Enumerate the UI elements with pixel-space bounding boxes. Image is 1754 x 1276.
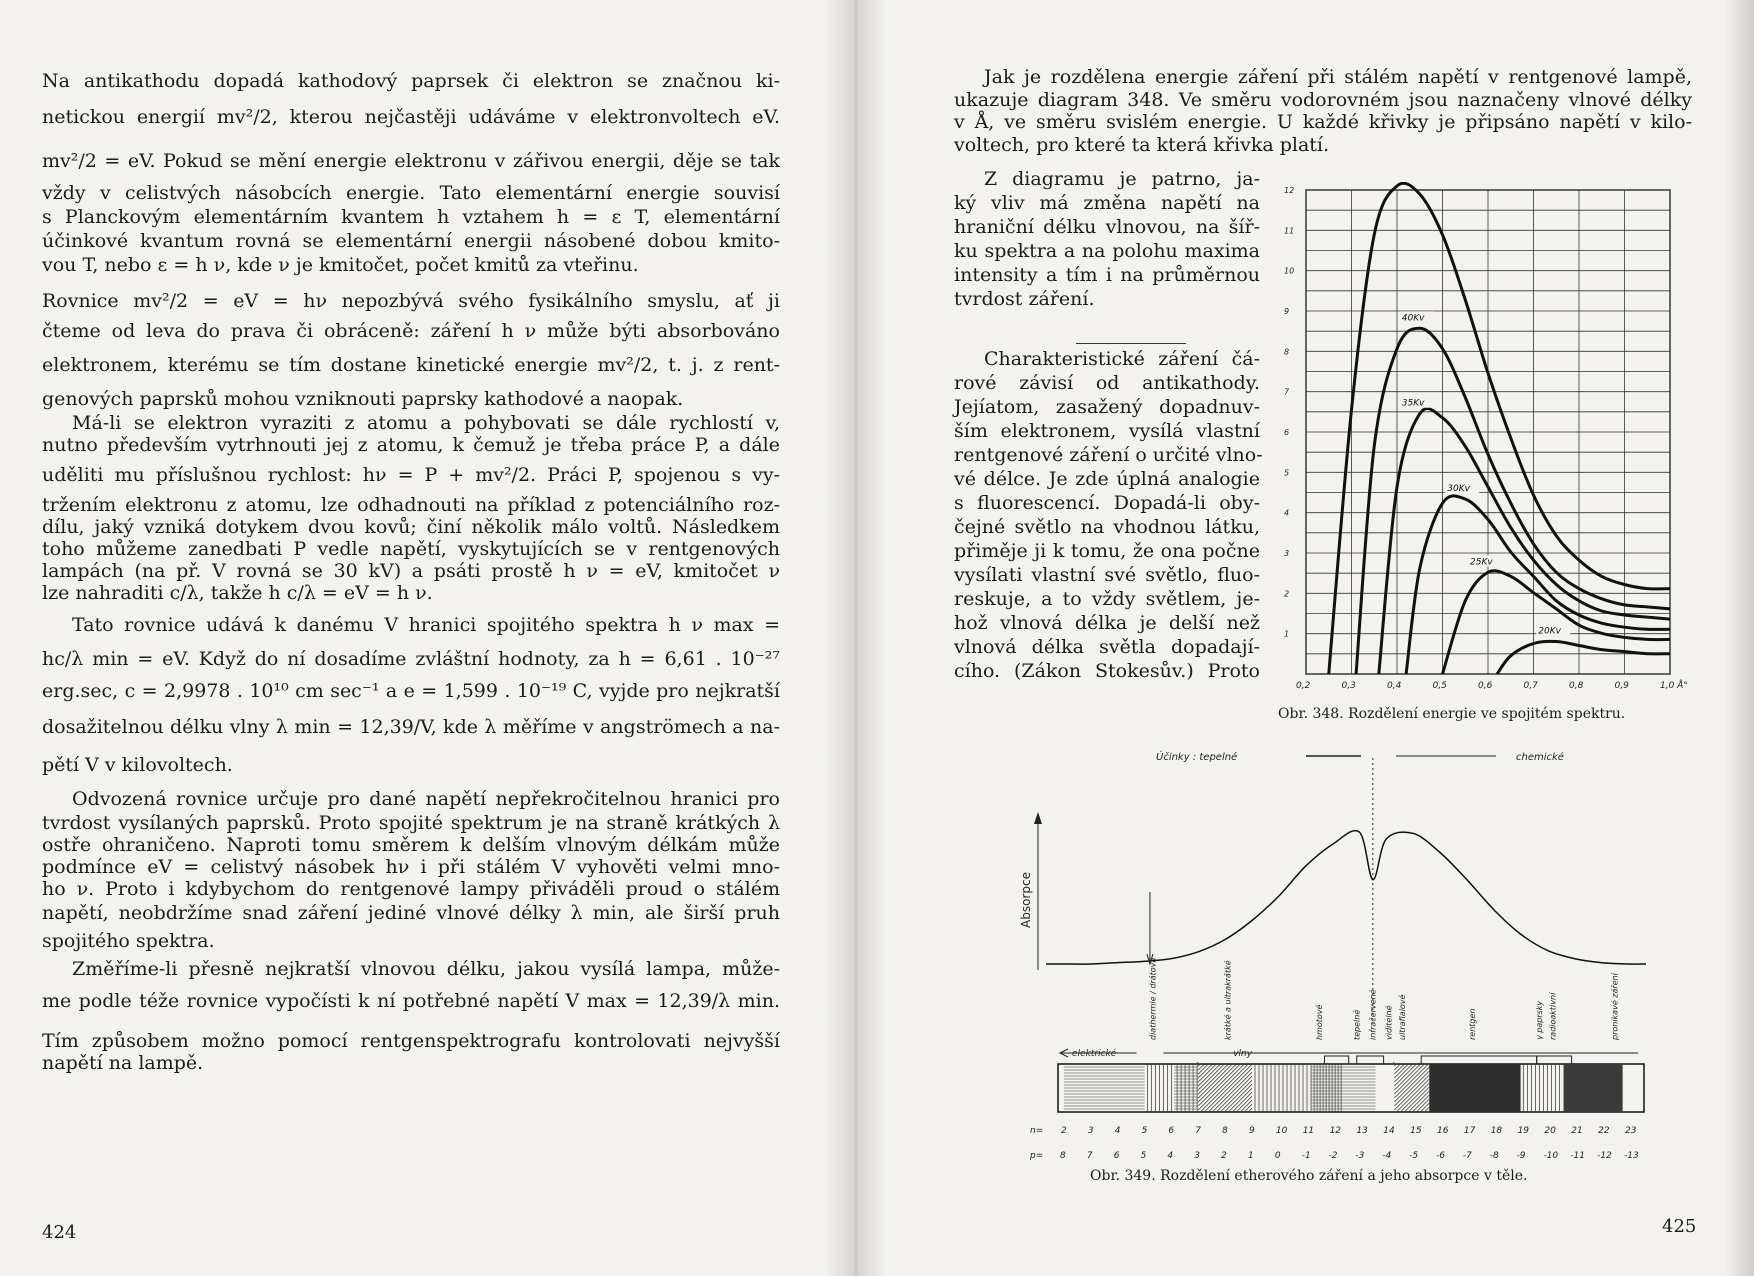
n-value: 12 — [1329, 1126, 1342, 1136]
p-value: -4 — [1382, 1151, 1392, 1161]
absorption-curve — [1046, 831, 1646, 965]
page-number-left: 424 — [42, 1222, 77, 1243]
x-tick-label: 0,5 — [1432, 681, 1447, 691]
text-line: čteme od leva do prava či obráceně: záření h ν může býti absorbováno — [42, 320, 780, 342]
curve-50Kv — [1329, 183, 1670, 674]
text-line: Změříme-li přesně nejkratší vlnovou délku, jakou vysílá lampa, může- — [72, 958, 780, 980]
n-value: 23 — [1625, 1126, 1637, 1136]
text-line: lze nahraditi c/λ, takže h c/λ = eV = h ν. — [42, 582, 433, 604]
text-line: v Å, ve směru svislém energie. U každé křivky je připsáno napětí v kilo- — [954, 111, 1692, 133]
text-line: ším elektronem, vysílá vlastní — [954, 420, 1260, 442]
text-line: napětí na lampě. — [42, 1052, 204, 1074]
n-value: 13 — [1356, 1126, 1368, 1136]
text-line: Charakteristické záření čá- — [984, 348, 1260, 370]
p-value: -1 — [1301, 1151, 1311, 1161]
n-value: 20 — [1544, 1126, 1556, 1136]
p-value: -3 — [1355, 1151, 1365, 1161]
text-line: uděliti mu příslušnou rychlost: hν = P + mv²/2. Práci P, spojenou s vy- — [42, 464, 780, 486]
text-line: vždy v celistvých násobcích energie. Tato elementární energie souvisí — [42, 182, 780, 204]
text-line: s fluorescencí. Dopadá-li oby- — [954, 492, 1260, 514]
curve-label-35Kv: 35Kv — [1401, 398, 1425, 409]
n-value: 17 — [1463, 1126, 1476, 1136]
text-line: Na antikathodu dopadá kathodový paprsek či elektron se značnou ki- — [42, 70, 780, 92]
y-axis-arrow — [1034, 812, 1042, 824]
text-line: dílu, jaký vzniká dotykem dvou kovů; činí několik málo voltů. Následkem — [42, 516, 780, 538]
page-number-right: 425 — [1662, 1216, 1697, 1237]
band-label: infračervené — [1368, 989, 1378, 1040]
text-line: genových paprsků mohou vzniknouti paprsky kathodové a naopak. — [42, 388, 684, 410]
n-value: 15 — [1410, 1126, 1422, 1136]
y-tick-label: 7 — [1284, 387, 1290, 397]
p-value: 4 — [1167, 1151, 1174, 1161]
text-line: ku spektra a na polohu maxima — [954, 240, 1260, 262]
n-value: 19 — [1517, 1126, 1530, 1136]
n-value: 16 — [1437, 1126, 1449, 1136]
band-label: pronikavé záření — [1610, 973, 1620, 1040]
y-tick-label: 9 — [1284, 307, 1290, 316]
band-label: diathermie / drátová — [1148, 957, 1158, 1040]
figure-349-chart — [976, 742, 1676, 1162]
p-value: 7 — [1086, 1151, 1093, 1161]
n-value: 3 — [1087, 1126, 1094, 1136]
y-tick-label: 5 — [1284, 468, 1290, 478]
y-tick-label: 2 — [1284, 589, 1290, 599]
fig349-content — [1019, 750, 1646, 1162]
p-value: -9 — [1516, 1151, 1526, 1161]
n-value: 11 — [1302, 1126, 1315, 1136]
text-line: cího. (Zákon Stokesův.) Proto — [954, 660, 1260, 682]
text-line: ký vliv má změna napětí na — [954, 192, 1260, 214]
band-label: hmotové — [1314, 1004, 1324, 1040]
text-line: Odvozená rovnice určuje pro dané napětí nepřekročitelnou hranici pro — [72, 788, 780, 810]
text-line: Jak je rozdělena energie záření při stálém napětí v rentgenové lampě, — [984, 66, 1692, 88]
curve-40Kv — [1356, 328, 1670, 674]
band-label-waves: vlny — [1233, 1049, 1253, 1059]
text-line: vé délce. Je zde úplná analogie — [954, 468, 1260, 490]
n-value: 6 — [1168, 1126, 1175, 1136]
curve-20Kv — [1497, 641, 1670, 674]
text-line: přiměje ji k tomu, že ona počne — [954, 540, 1260, 562]
text-line: tvrdost vysílaných paprsků. Proto spojité spektrum je na straně krátkých λ — [42, 812, 780, 834]
x-tick-label: 0,2 — [1296, 681, 1311, 691]
band-label: radioaktivní — [1548, 992, 1558, 1040]
text-line: me podle téže rovnice vypočísti k ní potřebné napětí V max = 12,39/λ min. — [42, 990, 780, 1012]
text-line: mv²/2 = eV. Pokud se mění energie elektronu v zářivou energii, děje se tak — [42, 150, 780, 172]
curve-label-20Kv: 20Kv — [1538, 626, 1561, 637]
p-value: -6 — [1436, 1151, 1445, 1161]
bracket — [1357, 1056, 1384, 1064]
text-line: účinkové kvantum rovná se elementární energii násobené dobou kmito- — [42, 230, 780, 252]
text-line: nutno především vytrhnouti jej z atomu, k čemuž je třeba práce P, a dále — [42, 434, 780, 456]
x-tick-label: 0,3 — [1341, 681, 1356, 691]
fig348-curves — [1329, 182, 1670, 674]
y-tick-label: 6 — [1284, 428, 1290, 437]
p-value: -12 — [1597, 1151, 1612, 1161]
x-tick-label: 1,0 Å° — [1660, 681, 1688, 691]
section-divider — [1076, 343, 1186, 344]
effects-label: Účinky : tepelné — [1156, 752, 1238, 763]
p-value: 6 — [1113, 1151, 1120, 1161]
text-line: erg.sec, c = 2,9978 . 10¹⁰ cm sec⁻¹ a e = 1,599 . 10⁻¹⁹ C, vyjde pro nejkratší — [42, 680, 780, 702]
p-value: -13 — [1624, 1151, 1639, 1161]
bracket — [1537, 1056, 1572, 1064]
text-line: čejné světlo na vhodnou látku, — [954, 516, 1260, 538]
segment-fill — [1564, 1064, 1623, 1112]
text-line: dosažitelnou délku vlny λ min = 12,39/V, kde λ měříme v angströmech a na- — [42, 716, 780, 738]
text-line: reskuje, a to vždy světlem, je- — [954, 588, 1260, 610]
text-line: Tato rovnice udává k danému V hranici spojitého spektra h ν max = — [72, 614, 780, 636]
text-line: rové závisí od antikathody. — [954, 372, 1260, 394]
curve-label-40Kv: 40Kv — [1401, 313, 1425, 324]
text-line: elektronem, kterému se tím dostane kinetické energie mv²/2, t. j. z rent- — [42, 354, 780, 376]
segment-fill — [1429, 1064, 1520, 1112]
n-value: 21 — [1571, 1126, 1583, 1136]
band-label: krátké a ultrakrátké — [1223, 960, 1233, 1040]
n-value: 7 — [1195, 1126, 1202, 1136]
p-value: 5 — [1140, 1151, 1147, 1161]
text-line: Má-li se elektron vyraziti z atomu a pohybovati se dále rychlostí v, — [72, 412, 780, 434]
text-line: Rovnice mv²/2 = eV = hν nepozbývá svého fysikálního smyslu, ať ji — [42, 290, 780, 312]
bracket — [1421, 1056, 1536, 1064]
page-edge — [1724, 0, 1754, 1276]
p-value: 1 — [1248, 1151, 1254, 1161]
x-tick-label: 0,6 — [1478, 681, 1493, 691]
text-line: Tím způsobem možno pomocí rentgenspektrografu kontrolovati nejvyšší — [42, 1030, 780, 1052]
n-value: 14 — [1383, 1126, 1395, 1136]
text-line: hc/λ min = eV. Když do ní dosadíme zvláštní hodnoty, za h = 6,61 . 10⁻²⁷ — [42, 648, 780, 670]
text-line: Jejíatom, zasažený dopadnuv- — [954, 396, 1260, 418]
n-value: 2 — [1061, 1126, 1067, 1136]
curve-label-25Kv: 25Kv — [1470, 557, 1493, 568]
text-line: hraniční délku vlnovou, na šíř- — [954, 216, 1260, 238]
x-tick-label: 0,7 — [1523, 681, 1538, 691]
text-line: hož vlnová délka je delší než — [954, 612, 1260, 634]
y-tick-label: 1 — [1284, 629, 1290, 639]
text-line: napětí, neobdržíme snad záření jediné vlnové délky λ min, ale širší pruh — [42, 902, 780, 924]
x-tick-label: 0,4 — [1387, 681, 1402, 691]
spectrum-segment — [1429, 1064, 1520, 1112]
text-line: s Planckovým elementárním kvantem h vztahem h = ε T, elementární — [42, 206, 780, 228]
n-value: 5 — [1141, 1126, 1148, 1136]
curve-35Kv — [1379, 408, 1670, 674]
p-value: -8 — [1489, 1151, 1499, 1161]
y-tick-label: 3 — [1284, 549, 1290, 558]
text-line: netickou energií mv²/2, kterou nejčastěji udáváme v elektronvoltech eV. — [42, 106, 780, 128]
text-line: ostře ohraničeno. Naproti tomu směrem k delším vlnovým délkám může — [42, 834, 780, 856]
text-line: voltech, pro které ta která křivka platí. — [954, 133, 1330, 156]
n-row-label: n= — [1030, 1126, 1044, 1136]
band-label: ultrafialové — [1398, 994, 1408, 1040]
figure-348-chart — [1270, 182, 1710, 702]
text-line: vlnová délka světla dopadají- — [954, 636, 1260, 658]
p-value: -2 — [1328, 1151, 1338, 1161]
p-value: -5 — [1409, 1151, 1419, 1161]
n-value: 8 — [1222, 1126, 1228, 1136]
band-label: γ paprsky — [1535, 1000, 1545, 1040]
band-label: viditelné — [1384, 1005, 1394, 1040]
n-value: 18 — [1490, 1126, 1503, 1136]
p-value: -7 — [1462, 1151, 1472, 1161]
p-value: 8 — [1060, 1151, 1066, 1161]
text-line: podmínce eV = celistvý násobek hν i při stálém V vyhověti velmi mno- — [42, 856, 780, 878]
text-line: toho můžeme zanedbati P vedle napětí, vyskytujících se v rentgenových — [42, 538, 780, 560]
text-line: tržením elektronu z atomu, lze odhadnouti na příklad z potenciálního roz- — [42, 494, 780, 516]
text-line: pětí V v kilovoltech. — [42, 754, 233, 776]
figure-349-caption: Obr. 349. Rozdělení etherového záření a jeho absorpce v těle. — [1090, 1168, 1528, 1184]
p-value: 3 — [1194, 1151, 1201, 1161]
p-value: 0 — [1274, 1151, 1281, 1161]
text-line: tvrdost záření. — [954, 288, 1095, 310]
p-row-label: p= — [1030, 1151, 1044, 1161]
text-line: vou T, nebo ε = h ν, kde ν je kmitočet, počet kmitů za vteřinu. — [42, 254, 639, 276]
text-line: vysílati vlastní své světlo, fluo- — [954, 564, 1260, 586]
chemical-effects-label: chemické — [1516, 752, 1564, 763]
text-line: intensity a tím i na průměrnou — [954, 264, 1260, 286]
p-value: -11 — [1570, 1151, 1585, 1161]
n-value: 22 — [1598, 1126, 1610, 1136]
book-gutter — [826, 0, 886, 1276]
p-value: 2 — [1221, 1151, 1227, 1161]
x-tick-label: 0,9 — [1614, 681, 1629, 691]
x-tick-label: 0,8 — [1569, 681, 1584, 691]
text-line: rentgenové záření o určité vlno- — [954, 444, 1263, 466]
p-value: -10 — [1543, 1151, 1559, 1161]
curve-label-30Kv: 30Kv — [1447, 484, 1470, 495]
band-label-electric: elektrické — [1072, 1049, 1117, 1059]
n-value: 4 — [1114, 1126, 1121, 1136]
figure-348-caption: Obr. 348. Rozdělení energie ve spojitém spektru. — [1278, 706, 1626, 722]
y-tick-label: 4 — [1284, 508, 1290, 518]
text-line: Z diagramu je patrno, ja- — [984, 168, 1260, 190]
text-line: ukazuje diagram 348. Ve směru vodorovném jsou naznačeny vlnové délky — [954, 88, 1692, 111]
band-label: tepelné — [1352, 1009, 1362, 1040]
y-tick-label: 10 — [1284, 266, 1295, 276]
y-tick-label: 8 — [1284, 347, 1290, 357]
text-line: ho ν. Proto i kdybychom do rentgenové lampy přiváděli proud o stálém — [42, 878, 780, 900]
band-label: rentgen — [1467, 1008, 1477, 1040]
text-line: spojitého spektra. — [42, 930, 215, 952]
y-tick-label: 12 — [1284, 186, 1295, 195]
y-axis-label: Absorpce — [1019, 872, 1033, 928]
n-value: 9 — [1249, 1126, 1255, 1136]
text-line: lampách (na př. V rovná se 30 kV) a psáti prostě h ν = eV, kmitočet ν — [42, 560, 780, 582]
n-value: 10 — [1275, 1126, 1288, 1136]
bracket — [1325, 1056, 1349, 1064]
y-tick-label: 11 — [1284, 226, 1295, 236]
spectrum-segment — [1564, 1064, 1623, 1112]
